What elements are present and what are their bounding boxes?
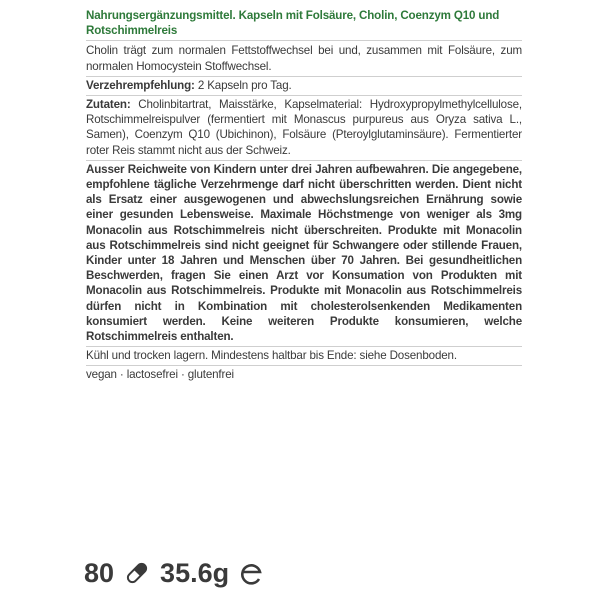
footer xyxy=(84,553,263,593)
warning-text: Ausser Reichweite von Kindern unter drei Jahren aufbewahren. Die angegebene, empfohlene tägliche Verzehrmenge darf nicht überschritten werden. Dient nicht als Ersatz einer ausgewogenen und abwechslungsreichen Ernährung sowie einer gesunden Lebensweise. Maximale Höchstmenge von weniger als 3mg Monacolin aus Rotschimmelreis nicht überschreiten. Produkte mit Monacolin aus Rotschimmelreis sind nicht geeignet für Schwangere oder stillende Frauen, Kinder unter 18 Jahren und Menschen über 70 Jahren. Bei gesundheitlichen Beschwerden, fragen Sie einen Arzt vor Konsumation von Produkten mit Monacolin aus Rotschimmelreis. Produkte mit Monacolin aus Rotschimmelreis dürfen nicht in Kombination mit cholesterolsenkenden Medikamenten konsumiert werden. Keine weiteren Produkte konsumieren, welche Rotschimmelreis enthalten. xyxy=(86,161,522,347)
product-title: Nahrungsergänzungsmittel. Kapseln mit Folsäure, Cholin, Coenzym Q10 und Rotschimmelreis xyxy=(86,8,522,41)
health-claim: Cholin trägt zum normalen Fettstoffwechsel bei und, zusammen mit Folsäure, zum normalen Homocystein Stoffwechsel. xyxy=(86,42,522,76)
dosage-recommendation xyxy=(86,77,522,96)
capsule-icon xyxy=(124,560,150,586)
product-label xyxy=(86,8,522,385)
ingredients-text: Cholinbitartrat, Maisstärke, Kapselmaterial: Hydroxypropylmethylcellulose, Rotschimmelreispulver (fermentiert mit Monascus purpureus aus Oryza sativa L., Samen), Coenzym Q10 (Ubichinon), Folsäure (Pteroylglutaminsäure). Fermentierter roter Reis stammt nicht aus der Schweiz. xyxy=(86,98,522,157)
estimated-e-mark-icon xyxy=(239,559,263,587)
storage-info: Kühl und trocken lagern. Mindestens haltbar bis Ende: siehe Dosenboden. xyxy=(86,347,522,366)
net-weight: 35.6g xyxy=(160,557,230,588)
dosage-label: Verzehrempfehlung: xyxy=(86,78,195,92)
ingredients-label: Zutaten: xyxy=(86,98,131,112)
capsule-count: 80 xyxy=(84,557,115,588)
diet-tags: vegan · lactosefrei · glutenfrei xyxy=(86,368,234,382)
ingredients xyxy=(86,96,522,161)
dosage-text: 2 Kapseln pro Tag. xyxy=(194,78,292,92)
